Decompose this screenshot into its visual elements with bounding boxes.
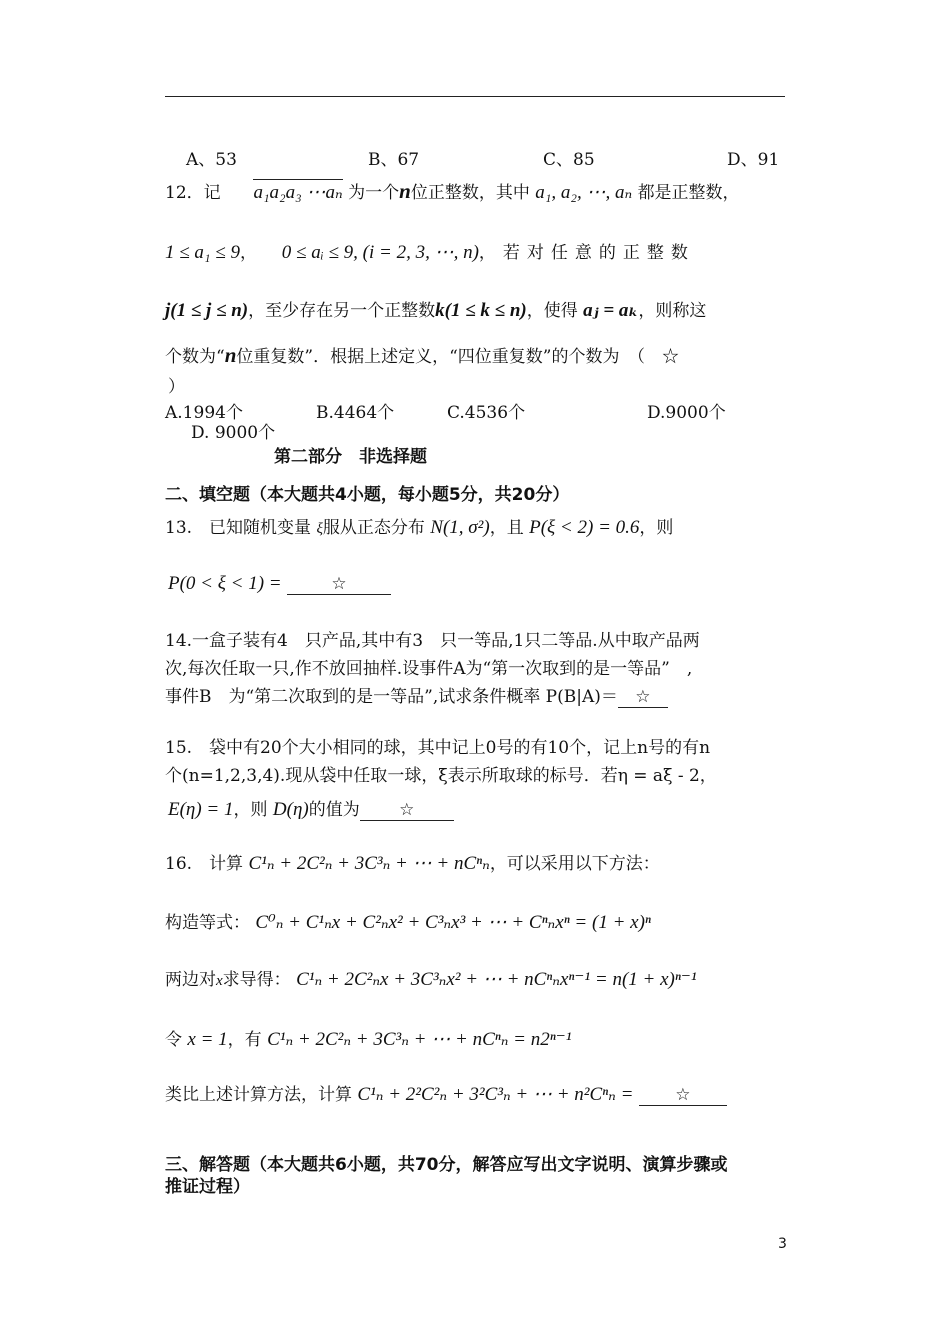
q11-option-b: B、67 <box>368 150 420 170</box>
q15-line-3: E(η) = 1，则 D(η)的值为 ☆ <box>168 795 454 821</box>
q12-line-2: 1 ≤ a₁ ≤ 9， 0 ≤ aᵢ ≤ 9, (i = 2, 3, ⋯, n)，若对任意的正整数 <box>165 242 695 263</box>
q13-asked-probability: P(0 < ξ < 1) = <box>168 573 282 594</box>
q13-answer-blank: ☆ <box>287 574 391 595</box>
q16-sum-expression: C¹ₙ + 2C²ₙ + 3C³ₙ + ⋯ + nCⁿₙ <box>248 853 490 874</box>
q11-option-a: A、53 <box>186 150 237 170</box>
q11-option-c: C、85 <box>543 150 595 170</box>
q16-line-2: 构造等式： C⁰ₙ + C¹ₙx + C²ₙx² + C³ₙx³ + ⋯ + Cⁿₙxⁿ = (1 + x)ⁿ <box>165 912 651 933</box>
header-rule <box>165 96 785 97</box>
q16-line-3: 两边对x求导得： C¹ₙ + 2C²ₙx + 3C³ₙx² + ⋯ + nCⁿₙxⁿ⁻¹ = n(1 + x)ⁿ⁻¹ <box>165 969 697 990</box>
q12-condition-2: 0 ≤ aᵢ ≤ 9, (i = 2, 3, ⋯, n) <box>281 242 479 263</box>
q15-answer-blank: ☆ <box>360 800 454 821</box>
q12-line-1: 12．记 a₁a₂a₃ ⋯aₙ 为一个n位正整数，其中 a₁, a₂, ⋯, aₙ 都是正整数， <box>165 179 740 203</box>
q12-j-expression: j(1 ≤ j ≤ n) <box>165 300 249 321</box>
q16-substitution: x = 1 <box>187 1029 228 1050</box>
q15-variance: D(η) <box>272 799 309 820</box>
q16-answer-blank: ☆ <box>639 1085 727 1106</box>
q16-identity: C⁰ₙ + C¹ₙx + C²ₙx² + C³ₙx³ + ⋯ + Cⁿₙxⁿ = (1 + x)ⁿ <box>255 912 651 933</box>
q15-expectation: E(η) = 1 <box>168 799 234 820</box>
q16-line-5: 类比上述计算方法，计算 C¹ₙ + 2²C²ₙ + 3²C³ₙ + ⋯ + n²Cⁿₙ = ☆ <box>165 1080 727 1106</box>
q16-derivative: C¹ₙ + 2C²ₙx + 3C³ₙx² + ⋯ + nCⁿₙxⁿ⁻¹ = n(1 + x)ⁿ⁻¹ <box>296 969 697 990</box>
q12-option-d-repeat: D. 9000个 <box>191 423 276 443</box>
q14-line-3: 事件B 为“第二次取到的是一等品”,试求条件概率 P(B|A)＝ ☆ <box>165 682 668 708</box>
q14-line-1: 14.一盒子装有4 只产品,其中有3 只一等品,1只二等品.从中取产品两 <box>165 631 700 651</box>
section-three-title: 三、解答题（本大题共6小题，共70分，解答应写出文字说明、演算步骤或 <box>165 1155 728 1175</box>
q13-given-probability: P(ξ < 2) = 0.6 <box>529 517 640 538</box>
q16-line-4: 令 x = 1，有 C¹ₙ + 2C²ₙ + 3C³ₙ + ⋯ + nCⁿₙ = n2ⁿ⁻¹ <box>165 1029 572 1050</box>
q13-line-2 <box>168 573 391 595</box>
q15-line-2: 个(n=1,2,3,4).现从袋中任取一球，ξ表示所取球的标号．若η = aξ - 2， <box>165 766 717 786</box>
q12-line-4: 个数为“n位重复数”．根据上述定义，“四位重复数”的个数为 （ ☆ <box>165 343 679 367</box>
q12-close-paren: ） <box>168 377 185 397</box>
q15-line-1: 15. 袋中有20个大小相同的球，其中记上0号的有10个，记上n号的有n <box>165 738 711 758</box>
q12-condition-1: 1 ≤ a₁ ≤ 9 <box>165 242 240 263</box>
q12-k-expression: k(1 ≤ k ≤ n) <box>435 300 527 321</box>
page-number: 3 <box>778 1236 787 1252</box>
q12-equality: aⱼ = aₖ <box>583 300 639 321</box>
q13-line-1: 13. 已知随机变量 ξ服从正态分布 N(1, σ²)，且 P(ξ < 2) = 0.6，则 <box>165 517 674 538</box>
q12-sequence: a₁, a₂, ⋯, aₙ <box>535 182 633 203</box>
q13-distribution: N(1, σ²) <box>430 517 490 538</box>
q14-answer-blank: ☆ <box>618 687 668 708</box>
q12-line-3: j(1 ≤ j ≤ n)，至少存在另一个正整数k(1 ≤ k ≤ n)，使得 aⱼ = aₖ，则称这 <box>165 300 707 321</box>
section-two-title: 二、填空题（本大题共4小题，每小题5分，共20分） <box>165 485 570 505</box>
q12-option-c: C.4536个 <box>447 403 526 423</box>
q16-result: C¹ₙ + 2C²ₙ + 3C³ₙ + ⋯ + nCⁿₙ = n2ⁿ⁻¹ <box>267 1029 572 1050</box>
q12-number-expression: a₁a₂a₃ ⋯aₙ <box>253 179 342 203</box>
section-three-title-cont: 推证过程） <box>165 1177 250 1197</box>
q14-line-2: 次,每次任取一只,作不放回抽样.设事件A为“第一次取到的是一等品” , <box>165 659 693 679</box>
part-two-title: 第二部分 非选择题 <box>274 447 427 467</box>
q16-line-1: 16. 计算 C¹ₙ + 2C²ₙ + 3C³ₙ + ⋯ + nCⁿₙ，可以采用以下方法： <box>165 853 660 874</box>
q12-option-d: D.9000个 <box>647 403 726 423</box>
q11-option-d: D、91 <box>727 150 780 170</box>
q12-option-b: B.4464个 <box>316 403 395 423</box>
q16-target-expression: C¹ₙ + 2²C²ₙ + 3²C³ₙ + ⋯ + n²Cⁿₙ = <box>357 1084 634 1105</box>
q12-option-a: A.1994个 <box>165 403 243 423</box>
